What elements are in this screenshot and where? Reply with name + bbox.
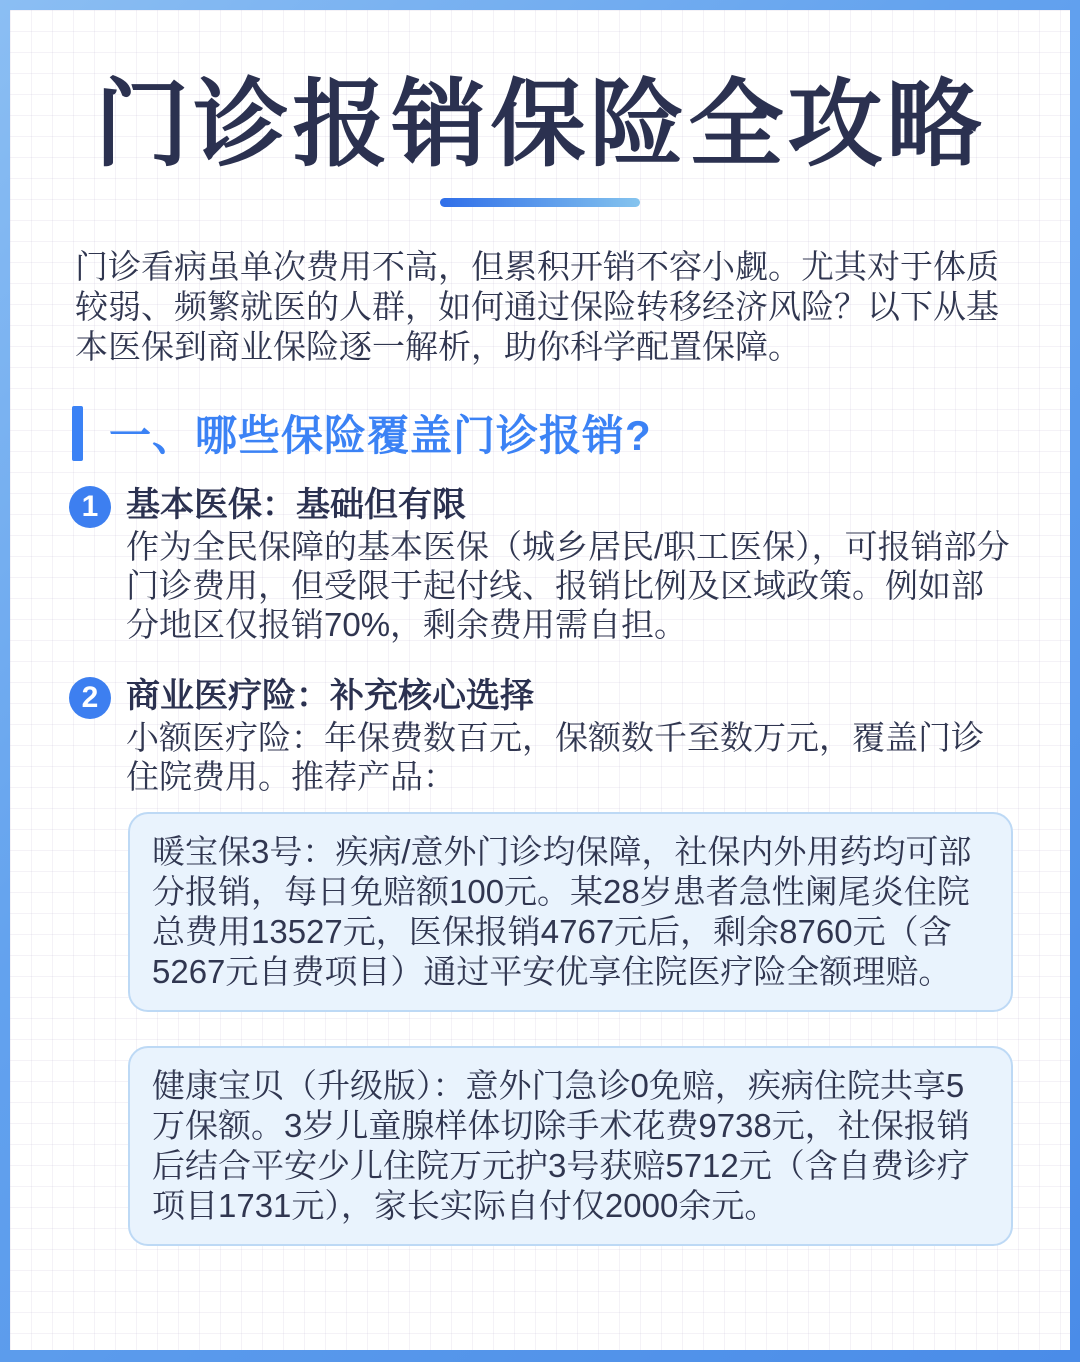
product-card-jiankang-baobei (128, 1046, 1013, 1246)
item-body-commercial-medical: 小额医疗险：年保费数百元，保额数千至数万元，覆盖门诊住院费用。推荐产品： (126, 719, 984, 795)
item-title-basic-medical: 基本医保：基础但有限 (126, 486, 466, 524)
number-badge-2: 2 (69, 677, 111, 719)
section-heading (72, 403, 1070, 463)
list-item-basic-medical-insurance (69, 485, 1012, 644)
number-badge-1: 1 (69, 486, 111, 528)
product-card-text: 健康宝贝（升级版）：意外门急诊0免赔，疾病住院共享5万保额。3岁儿童腺样体切除手术花费9738元，社保报销后结合平安少儿住院万元护3号获赔5712元（含自费诊疗项目1731元），家长实际自付仅2000余元。 (152, 1067, 970, 1224)
section-heading-text: 一、哪些保险覆盖门诊报销? (109, 412, 652, 459)
item-body-basic-medical: 作为全民保障的基本医保（城乡居民/职工医保），可报销部分门诊费用，但受限于起付线、报销比例及区域政策。例如部分地区仅报销70%，剩余费用需自担。 (126, 528, 1010, 643)
page-title: 门诊报销保险全攻略 (94, 72, 986, 178)
item-content (126, 485, 1012, 644)
item-content (126, 676, 1012, 796)
intro-paragraph: 门诊看病虽单次费用不高，但累积开销不容小觑。尤其对于体质较弱、频繁就医的人群，如何通过保险转移经济风险？以下从基本医保到商业保险逐一解析，助你科学配置保障。 (75, 248, 999, 365)
item-title-commercial-medical: 商业医疗险：补充核心选择 (126, 677, 534, 715)
title-underline-bar (440, 198, 640, 207)
product-card-text: 暖宝保3号：疾病/意外门诊均保障，社保内外用药均可部分报销，每日免赔额100元。某28岁患者急性阑尾炎住院总费用13527元，医保报销4767元后，剩余8760元（含5267元自费项目）通过平安优享住院医疗险全额理赔。 (152, 833, 972, 990)
list-item-commercial-medical-insurance (69, 676, 1012, 796)
content-card (10, 10, 1070, 1350)
section-accent-bar (72, 406, 83, 461)
product-card-nuanbaobao-3 (128, 812, 1013, 1012)
